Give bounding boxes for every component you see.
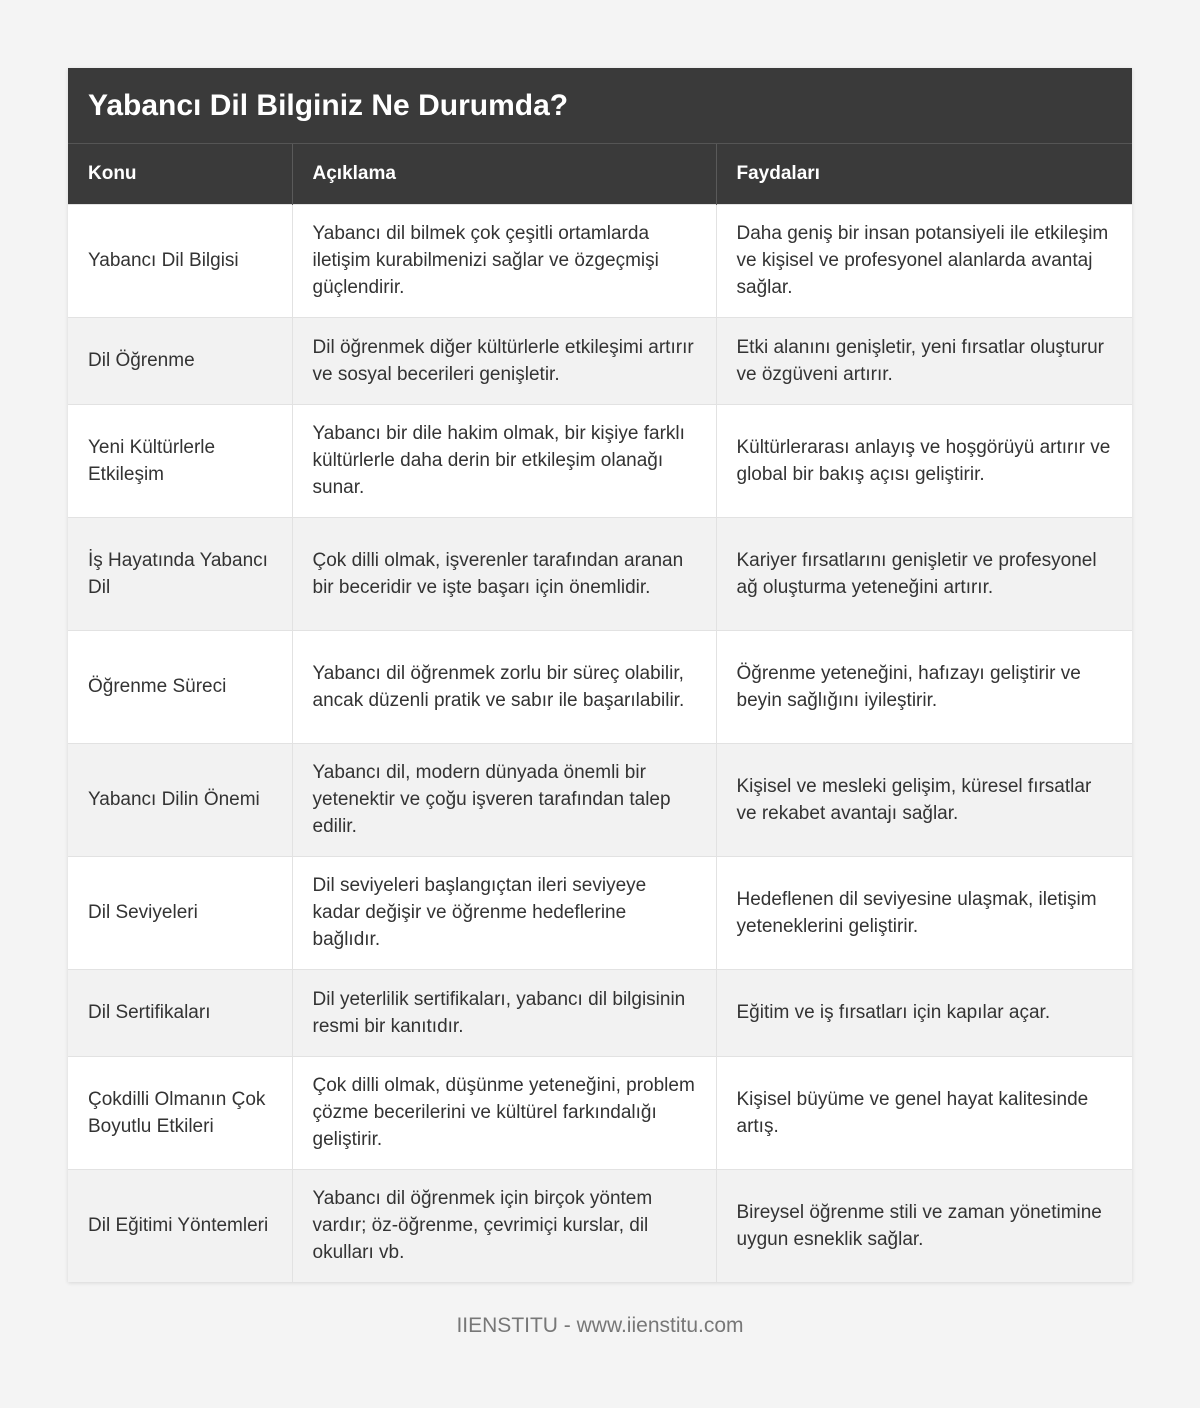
table-row — [68, 204, 1132, 317]
cell-benefits: Etki alanını genişletir, yeni fırsatlar oluşturur ve özgüveni artırır. — [716, 317, 1132, 404]
cell-topic: Dil Sertifikaları — [68, 969, 292, 1056]
cell-benefits: Kişisel büyüme ve genel hayat kalitesinde artış. — [716, 1056, 1132, 1169]
table-row — [68, 969, 1132, 1056]
table-header-row — [68, 144, 1132, 204]
table-row — [68, 404, 1132, 517]
cell-topic: Yeni Kültürlerle Etkileşim — [68, 404, 292, 517]
cell-description: Çok dilli olmak, düşünme yeteneğini, problem çözme becerilerini ve kültürel farkındalığı geliştirir. — [292, 1056, 716, 1169]
table-row — [68, 1056, 1132, 1169]
table-row — [68, 856, 1132, 969]
table-row — [68, 517, 1132, 630]
cell-description: Yabancı dil öğrenmek için birçok yöntem vardır; öz-öğrenme, çevrimiçi kurslar, dil okulları vb. — [292, 1169, 716, 1282]
table-row — [68, 317, 1132, 404]
cell-description: Çok dilli olmak, işverenler tarafından aranan bir beceridir ve işte başarı için önemlidir. — [292, 517, 716, 630]
cell-benefits: Kültürlerarası anlayış ve hoşgörüyü artırır ve global bir bakış açısı geliştirir. — [716, 404, 1132, 517]
cell-topic: Dil Öğrenme — [68, 317, 292, 404]
cell-description: Yabancı bir dile hakim olmak, bir kişiye farklı kültürlerle daha derin bir etkileşim olanağı sunar. — [292, 404, 716, 517]
cell-topic: Çokdilli Olmanın Çok Boyutlu Etkileri — [68, 1056, 292, 1169]
cell-description: Dil yeterlilik sertifikaları, yabancı dil bilgisinin resmi bir kanıtıdır. — [292, 969, 716, 1056]
cell-benefits: Eğitim ve iş fırsatları için kapılar açar. — [716, 969, 1132, 1056]
cell-benefits: Kişisel ve mesleki gelişim, küresel fırsatlar ve rekabet avantajı sağlar. — [716, 743, 1132, 856]
cell-topic: Yabancı Dil Bilgisi — [68, 204, 292, 317]
table-row — [68, 1169, 1132, 1282]
cell-topic: Dil Eğitimi Yöntemleri — [68, 1169, 292, 1282]
table-row — [68, 630, 1132, 743]
cell-benefits: Kariyer fırsatlarını genişletir ve profesyonel ağ oluşturma yeteneğini artırır. — [716, 517, 1132, 630]
cell-benefits: Daha geniş bir insan potansiyeli ile etkileşim ve kişisel ve profesyonel alanlarda avantaj sağlar. — [716, 204, 1132, 317]
header-description: Açıklama — [292, 144, 716, 204]
cell-description: Yabancı dil öğrenmek zorlu bir süreç olabilir, ancak düzenli pratik ve sabır ile başarılabilir. — [292, 630, 716, 743]
info-table — [68, 144, 1132, 1282]
page-title: Yabancı Dil Bilginiz Ne Durumda? — [88, 88, 569, 122]
cell-topic: Yabancı Dilin Önemi — [68, 743, 292, 856]
title-bar — [68, 68, 1132, 144]
cell-description: Dil seviyeleri başlangıçtan ileri seviyeye kadar değişir ve öğrenme hedeflerine bağlıdır. — [292, 856, 716, 969]
cell-benefits: Bireysel öğrenme stili ve zaman yönetimine uygun esneklik sağlar. — [716, 1169, 1132, 1282]
table-card — [68, 68, 1132, 1282]
cell-benefits: Öğrenme yeteneğini, hafızayı geliştirir ve beyin sağlığını iyileştirir. — [716, 630, 1132, 743]
cell-benefits: Hedeflenen dil seviyesine ulaşmak, iletişim yeteneklerini geliştirir. — [716, 856, 1132, 969]
cell-topic: Dil Seviyeleri — [68, 856, 292, 969]
table-row — [68, 743, 1132, 856]
header-benefits: Faydaları — [716, 144, 1132, 204]
header-topic: Konu — [68, 144, 292, 204]
footer-credit: IIENSTITU - www.iienstitu.com — [456, 1314, 744, 1337]
cell-topic: İş Hayatında Yabancı Dil — [68, 517, 292, 630]
cell-description: Dil öğrenmek diğer kültürlerle etkileşimi artırır ve sosyal becerileri genişletir. — [292, 317, 716, 404]
cell-topic: Öğrenme Süreci — [68, 630, 292, 743]
cell-description: Yabancı dil, modern dünyada önemli bir yetenektir ve çoğu işveren tarafından talep edilir. — [292, 743, 716, 856]
cell-description: Yabancı dil bilmek çok çeşitli ortamlarda iletişim kurabilmenizi sağlar ve özgeçmişi güçlendirir. — [292, 204, 716, 317]
